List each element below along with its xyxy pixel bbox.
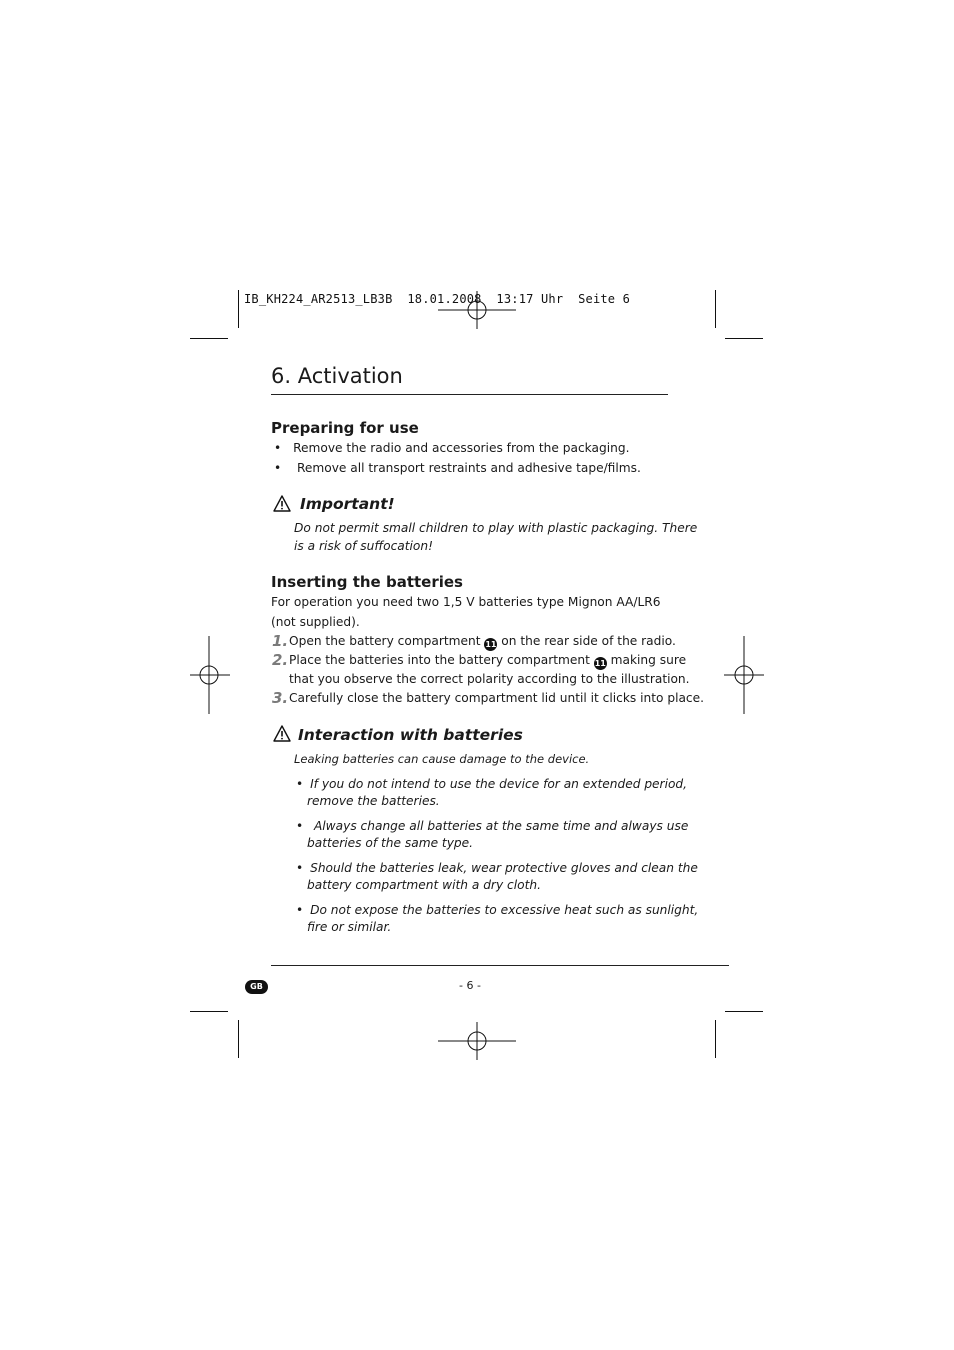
- bullet-dot: •: [296, 777, 304, 791]
- bullet-text: Always change all batteries at the same time and always use: [310, 819, 689, 833]
- bullet-text-continuation: batteries of the same type.: [307, 836, 474, 850]
- registration-crosshair-icon: [724, 636, 764, 714]
- bullet-text: Should the batteries leak, wear protective gloves and clean the: [310, 861, 698, 875]
- heading-interaction: Interaction with batteries: [298, 726, 523, 744]
- step-text-part: Place the batteries into the battery compartment: [289, 653, 594, 667]
- interaction-intro: Leaking batteries can cause damage to the device.: [294, 752, 590, 766]
- intro-line: (not supplied).: [271, 615, 360, 629]
- bullet-text: Remove all transport restraints and adhesive tape/films.: [293, 461, 641, 475]
- step-text: [289, 632, 676, 651]
- important-text-line: Do not permit small children to play with plastic packaging. There: [294, 521, 698, 535]
- step-number: 2.: [272, 651, 289, 669]
- crop-mark: [238, 1020, 239, 1058]
- list-item: [296, 902, 698, 920]
- list-item: [296, 818, 688, 836]
- step-number: 1.: [272, 632, 289, 650]
- bullet-dot: •: [296, 861, 304, 875]
- crop-mark: [238, 290, 239, 328]
- crop-mark: [190, 1011, 228, 1012]
- bullet-dot: •: [296, 903, 304, 917]
- bullet-text-continuation: remove the batteries.: [307, 794, 440, 808]
- step-text-continuation: that you observe the correct polarity according to the illustration.: [289, 672, 690, 686]
- reference-number-badge: 11: [594, 659, 606, 668]
- step-text-part: Open the battery compartment: [289, 634, 485, 648]
- print-slug: IB_KH224_AR2513_LB3B 18.01.2008 13:17 Uhr Seite 6: [244, 292, 631, 306]
- important-text-line: is a risk of suffocation!: [294, 539, 433, 553]
- warning-triangle-icon: [273, 725, 291, 742]
- bullet-text: Do not expose the batteries to excessive heat such as sunlight,: [310, 903, 699, 917]
- crop-mark: [715, 290, 716, 328]
- list-item: [296, 776, 687, 794]
- page-number: - 6 -: [459, 979, 481, 992]
- list-item: [274, 459, 641, 478]
- section-title: 6. Activation: [271, 364, 403, 388]
- bullet-dot: •: [274, 441, 282, 455]
- step-text: [289, 651, 686, 670]
- bullet-text-continuation: battery compartment with a dry cloth.: [307, 878, 541, 892]
- intro-line: For operation you need two 1,5 V batteries type Mignon AA/LR6: [271, 595, 661, 609]
- crop-mark: [725, 1011, 763, 1012]
- registration-crosshair-icon: [190, 636, 230, 714]
- bullet-dot: •: [274, 461, 282, 475]
- warning-triangle-icon: [273, 495, 291, 512]
- bullet-text: Remove the radio and accessories from the packaging.: [293, 441, 630, 455]
- bullet-dot: •: [296, 819, 304, 833]
- language-badge: GB: [245, 980, 268, 994]
- list-item: [274, 439, 629, 458]
- step-number: 3.: [272, 689, 289, 707]
- heading-important: Important!: [300, 495, 395, 513]
- crop-mark: [725, 338, 763, 339]
- title-rule: [271, 394, 668, 395]
- heading-preparing: Preparing for use: [271, 419, 419, 437]
- step-text: Carefully close the battery compartment lid until it clicks into place.: [289, 691, 704, 705]
- registration-crosshair-icon: [438, 1022, 516, 1062]
- heading-inserting: Inserting the batteries: [271, 573, 463, 591]
- crop-mark: [715, 1020, 716, 1058]
- step-text-part: on the rear side of the radio.: [497, 634, 676, 648]
- footer-rule: [271, 965, 729, 966]
- crop-mark: [190, 338, 228, 339]
- list-item: [296, 860, 698, 878]
- bullet-text-continuation: fire or similar.: [307, 920, 392, 934]
- reference-number-badge: 11: [485, 640, 497, 649]
- step-text-part: making sure: [606, 653, 687, 667]
- bullet-text: If you do not intend to use the device for an extended period,: [310, 777, 688, 791]
